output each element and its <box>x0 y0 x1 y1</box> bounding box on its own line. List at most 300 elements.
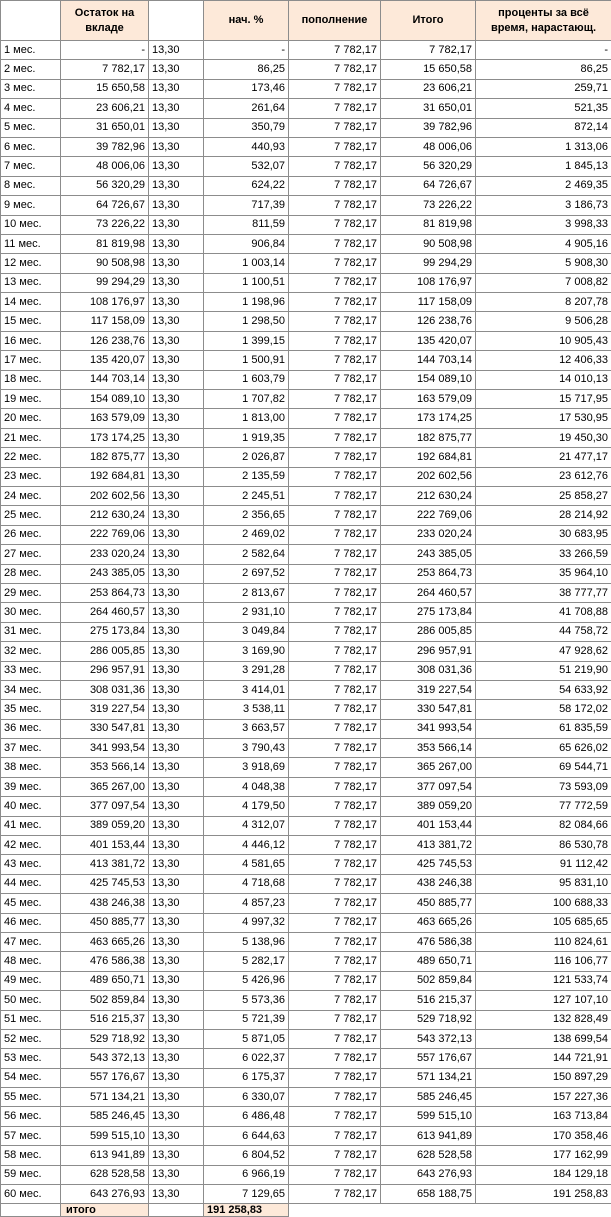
table-row <box>1 525 611 544</box>
cell-total: 108 176,97 <box>381 273 476 292</box>
cell-topup: 7 782,17 <box>289 157 381 176</box>
cell-month: 5 мес. <box>1 118 61 137</box>
total-empty-3 <box>476 1204 611 1217</box>
cell-rate: 13,30 <box>149 971 204 990</box>
cell-month: 55 мес. <box>1 1088 61 1107</box>
cell-interest: 624,22 <box>204 176 289 195</box>
cell-month: 58 мес. <box>1 1146 61 1165</box>
cell-cumulative: 5 908,30 <box>476 254 611 273</box>
cell-balance: 81 819,98 <box>61 234 149 253</box>
cell-month: 20 мес. <box>1 409 61 428</box>
cell-cumulative: 1 313,06 <box>476 137 611 156</box>
table-row <box>1 913 611 932</box>
cell-cumulative: 21 477,17 <box>476 448 611 467</box>
cell-total: 529 718,92 <box>381 1010 476 1029</box>
cell-interest: 3 169,90 <box>204 642 289 661</box>
cell-rate: 13,30 <box>149 777 204 796</box>
cell-cumulative: 23 612,76 <box>476 467 611 486</box>
cell-cumulative: 73 593,09 <box>476 777 611 796</box>
cell-total: 296 957,91 <box>381 642 476 661</box>
cell-topup: 7 782,17 <box>289 234 381 253</box>
cell-month: 56 мес. <box>1 1107 61 1126</box>
cell-topup: 7 782,17 <box>289 448 381 467</box>
cell-cumulative: 3 998,33 <box>476 215 611 234</box>
table-row <box>1 603 611 622</box>
cell-total: 643 276,93 <box>381 1165 476 1184</box>
total-interest-value: 191 258,83 <box>204 1204 289 1217</box>
cell-month: 30 мес. <box>1 603 61 622</box>
cell-total: 319 227,54 <box>381 680 476 699</box>
cell-interest: 4 312,07 <box>204 816 289 835</box>
cell-balance: 154 089,10 <box>61 390 149 409</box>
cell-month: 11 мес. <box>1 234 61 253</box>
cell-interest: 5 573,36 <box>204 991 289 1010</box>
cell-topup: 7 782,17 <box>289 1107 381 1126</box>
cell-interest: 811,59 <box>204 215 289 234</box>
cell-rate: 13,30 <box>149 545 204 564</box>
cell-rate: 13,30 <box>149 1185 204 1204</box>
table-row <box>1 874 611 893</box>
cell-interest: 5 426,96 <box>204 971 289 990</box>
cell-cumulative: 177 162,99 <box>476 1146 611 1165</box>
cell-topup: 7 782,17 <box>289 1146 381 1165</box>
cell-topup: 7 782,17 <box>289 1029 381 1048</box>
cell-balance: 571 134,21 <box>61 1088 149 1107</box>
table-row <box>1 1049 611 1068</box>
cell-balance: 557 176,67 <box>61 1068 149 1087</box>
cell-balance: 543 372,13 <box>61 1049 149 1068</box>
cell-total: 450 885,77 <box>381 894 476 913</box>
cell-month: 45 мес. <box>1 894 61 913</box>
cell-interest: 4 718,68 <box>204 874 289 893</box>
cell-topup: 7 782,17 <box>289 816 381 835</box>
cell-rate: 13,30 <box>149 583 204 602</box>
cell-balance: 73 226,22 <box>61 215 149 234</box>
cell-interest: 440,93 <box>204 137 289 156</box>
cell-cumulative: 30 683,95 <box>476 525 611 544</box>
cell-cumulative: 191 258,83 <box>476 1185 611 1204</box>
cell-balance: 173 174,25 <box>61 428 149 447</box>
cell-interest: 6 804,52 <box>204 1146 289 1165</box>
cell-cumulative: 17 530,95 <box>476 409 611 428</box>
cell-balance: 90 508,98 <box>61 254 149 273</box>
cell-month: 51 мес. <box>1 1010 61 1029</box>
cell-total: 585 246,45 <box>381 1088 476 1107</box>
table-row <box>1 622 611 641</box>
cell-topup: 7 782,17 <box>289 370 381 389</box>
cell-balance: 413 381,72 <box>61 855 149 874</box>
table-row <box>1 254 611 273</box>
cell-interest: 5 721,39 <box>204 1010 289 1029</box>
cell-rate: 13,30 <box>149 525 204 544</box>
cell-rate: 13,30 <box>149 215 204 234</box>
cell-topup: 7 782,17 <box>289 79 381 98</box>
cell-rate: 13,30 <box>149 273 204 292</box>
cell-balance: 377 097,54 <box>61 797 149 816</box>
cell-balance: 365 267,00 <box>61 777 149 796</box>
cell-rate: 13,30 <box>149 1165 204 1184</box>
cell-interest: 532,07 <box>204 157 289 176</box>
cell-month: 37 мес. <box>1 739 61 758</box>
cell-balance: 163 579,09 <box>61 409 149 428</box>
cell-total: 330 547,81 <box>381 700 476 719</box>
cell-total: 599 515,10 <box>381 1107 476 1126</box>
table-row <box>1 1126 611 1145</box>
cell-interest: 1 500,91 <box>204 351 289 370</box>
table-row <box>1 1068 611 1087</box>
cell-topup: 7 782,17 <box>289 312 381 331</box>
cell-balance: 212 630,24 <box>61 506 149 525</box>
cell-cumulative: 132 828,49 <box>476 1010 611 1029</box>
cell-topup: 7 782,17 <box>289 564 381 583</box>
cell-rate: 13,30 <box>149 157 204 176</box>
cell-month: 23 мес. <box>1 467 61 486</box>
cell-total: 15 650,58 <box>381 60 476 79</box>
table-row <box>1 448 611 467</box>
cell-month: 8 мес. <box>1 176 61 195</box>
cell-cumulative: 19 450,30 <box>476 428 611 447</box>
cell-month: 1 мес. <box>1 41 61 60</box>
total-blank-rate <box>149 1204 204 1217</box>
cell-total: 401 153,44 <box>381 816 476 835</box>
cell-topup: 7 782,17 <box>289 1068 381 1087</box>
cell-balance: 135 420,07 <box>61 351 149 370</box>
cell-total: 90 508,98 <box>381 234 476 253</box>
cell-rate: 13,30 <box>149 719 204 738</box>
cell-month: 48 мес. <box>1 952 61 971</box>
header-total: Итого <box>381 1 476 41</box>
table-row <box>1 855 611 874</box>
cell-cumulative: 872,14 <box>476 118 611 137</box>
cell-rate: 13,30 <box>149 293 204 312</box>
cell-month: 31 мес. <box>1 622 61 641</box>
cell-rate: 13,30 <box>149 1107 204 1126</box>
cell-rate: 13,30 <box>149 932 204 951</box>
cell-rate: 13,30 <box>149 351 204 370</box>
cell-rate: 13,30 <box>149 816 204 835</box>
cell-cumulative: 35 964,10 <box>476 564 611 583</box>
cell-total: 64 726,67 <box>381 176 476 195</box>
cell-balance: - <box>61 41 149 60</box>
cell-month: 49 мес. <box>1 971 61 990</box>
cell-interest: 717,39 <box>204 196 289 215</box>
cell-balance: 192 684,81 <box>61 467 149 486</box>
cell-topup: 7 782,17 <box>289 428 381 447</box>
table-body <box>1 41 611 1204</box>
cell-rate: 13,30 <box>149 642 204 661</box>
table-row <box>1 661 611 680</box>
cell-total: 212 630,24 <box>381 486 476 505</box>
cell-topup: 7 782,17 <box>289 758 381 777</box>
cell-total: 308 031,36 <box>381 661 476 680</box>
cell-month: 4 мес. <box>1 99 61 118</box>
cell-topup: 7 782,17 <box>289 293 381 312</box>
table-row <box>1 215 611 234</box>
cell-balance: 182 875,77 <box>61 448 149 467</box>
cell-interest: 350,79 <box>204 118 289 137</box>
cell-month: 52 мес. <box>1 1029 61 1048</box>
cell-total: 543 372,13 <box>381 1029 476 1048</box>
cell-topup: 7 782,17 <box>289 680 381 699</box>
cell-month: 41 мес. <box>1 816 61 835</box>
cell-topup: 7 782,17 <box>289 254 381 273</box>
table-row <box>1 1185 611 1204</box>
header-cumulative: проценты за всё время, нарастающ. <box>476 1 611 41</box>
cell-month: 19 мес. <box>1 390 61 409</box>
cell-interest: 7 129,65 <box>204 1185 289 1204</box>
cell-interest: 261,64 <box>204 99 289 118</box>
cell-interest: 4 446,12 <box>204 836 289 855</box>
cell-balance: 99 294,29 <box>61 273 149 292</box>
cell-topup: 7 782,17 <box>289 331 381 350</box>
cell-balance: 529 718,92 <box>61 1029 149 1048</box>
cell-topup: 7 782,17 <box>289 351 381 370</box>
table-row <box>1 273 611 292</box>
cell-total: 571 134,21 <box>381 1068 476 1087</box>
cell-interest: 3 291,28 <box>204 661 289 680</box>
table-row <box>1 952 611 971</box>
cell-interest: 2 356,65 <box>204 506 289 525</box>
cell-topup: 7 782,17 <box>289 603 381 622</box>
cell-balance: 330 547,81 <box>61 719 149 738</box>
table-row <box>1 758 611 777</box>
cell-total: 516 215,37 <box>381 991 476 1010</box>
cell-total: 73 226,22 <box>381 196 476 215</box>
cell-month: 60 мес. <box>1 1185 61 1204</box>
cell-interest: 3 414,01 <box>204 680 289 699</box>
cell-rate: 13,30 <box>149 836 204 855</box>
cell-cumulative: 521,35 <box>476 99 611 118</box>
cell-balance: 599 515,10 <box>61 1126 149 1145</box>
cell-cumulative: 110 824,61 <box>476 932 611 951</box>
cell-balance: 463 665,26 <box>61 932 149 951</box>
cell-balance: 643 276,93 <box>61 1185 149 1204</box>
cell-topup: 7 782,17 <box>289 971 381 990</box>
cell-interest: 5 871,05 <box>204 1029 289 1048</box>
cell-month: 35 мес. <box>1 700 61 719</box>
cell-balance: 275 173,84 <box>61 622 149 641</box>
cell-total: 628 528,58 <box>381 1146 476 1165</box>
cell-balance: 489 650,71 <box>61 971 149 990</box>
cell-topup: 7 782,17 <box>289 176 381 195</box>
cell-cumulative: 259,71 <box>476 79 611 98</box>
cell-total: 56 320,29 <box>381 157 476 176</box>
cell-balance: 353 566,14 <box>61 758 149 777</box>
table-row <box>1 777 611 796</box>
cell-rate: 13,30 <box>149 758 204 777</box>
table-row <box>1 1146 611 1165</box>
cell-cumulative: 14 010,13 <box>476 370 611 389</box>
cell-total: 341 993,54 <box>381 719 476 738</box>
table-row <box>1 719 611 738</box>
cell-rate: 13,30 <box>149 564 204 583</box>
cell-total: 182 875,77 <box>381 428 476 447</box>
cell-balance: 39 782,96 <box>61 137 149 156</box>
cell-cumulative: 15 717,95 <box>476 390 611 409</box>
cell-interest: 4 857,23 <box>204 894 289 913</box>
cell-interest: 2 469,02 <box>204 525 289 544</box>
cell-rate: 13,30 <box>149 60 204 79</box>
cell-total: 286 005,85 <box>381 622 476 641</box>
cell-cumulative: 77 772,59 <box>476 797 611 816</box>
cell-topup: 7 782,17 <box>289 622 381 641</box>
cell-balance: 613 941,89 <box>61 1146 149 1165</box>
cell-month: 10 мес. <box>1 215 61 234</box>
table-row <box>1 467 611 486</box>
cell-cumulative: 33 266,59 <box>476 545 611 564</box>
table-row <box>1 312 611 331</box>
cell-cumulative: 61 835,59 <box>476 719 611 738</box>
cell-topup: 7 782,17 <box>289 137 381 156</box>
table-row <box>1 486 611 505</box>
cell-month: 6 мес. <box>1 137 61 156</box>
cell-interest: 6 966,19 <box>204 1165 289 1184</box>
cell-balance: 308 031,36 <box>61 680 149 699</box>
cell-rate: 13,30 <box>149 506 204 525</box>
cell-month: 21 мес. <box>1 428 61 447</box>
cell-total: 389 059,20 <box>381 797 476 816</box>
table-row <box>1 506 611 525</box>
cell-interest: 1 100,51 <box>204 273 289 292</box>
cell-rate: 13,30 <box>149 894 204 913</box>
table-row <box>1 409 611 428</box>
table-row <box>1 680 611 699</box>
table-row <box>1 1029 611 1048</box>
cell-total: 463 665,26 <box>381 913 476 932</box>
cell-interest: 1 298,50 <box>204 312 289 331</box>
cell-topup: 7 782,17 <box>289 777 381 796</box>
cell-rate: 13,30 <box>149 370 204 389</box>
cell-cumulative: 47 928,62 <box>476 642 611 661</box>
cell-topup: 7 782,17 <box>289 1010 381 1029</box>
cell-balance: 401 153,44 <box>61 836 149 855</box>
cell-balance: 438 246,38 <box>61 894 149 913</box>
cell-rate: 13,30 <box>149 409 204 428</box>
table-row <box>1 545 611 564</box>
cell-total: 613 941,89 <box>381 1126 476 1145</box>
cell-rate: 13,30 <box>149 312 204 331</box>
table-row <box>1 700 611 719</box>
cell-topup: 7 782,17 <box>289 700 381 719</box>
cell-cumulative: 2 469,35 <box>476 176 611 195</box>
cell-balance: 126 238,76 <box>61 331 149 350</box>
cell-interest: 3 663,57 <box>204 719 289 738</box>
cell-rate: 13,30 <box>149 176 204 195</box>
cell-rate: 13,30 <box>149 913 204 932</box>
cell-balance: 286 005,85 <box>61 642 149 661</box>
cell-balance: 23 606,21 <box>61 99 149 118</box>
cell-rate: 13,30 <box>149 41 204 60</box>
cell-balance: 233 020,24 <box>61 545 149 564</box>
cell-interest: 1 603,79 <box>204 370 289 389</box>
cell-topup: 7 782,17 <box>289 1185 381 1204</box>
cell-rate: 13,30 <box>149 1010 204 1029</box>
cell-month: 36 мес. <box>1 719 61 738</box>
cell-rate: 13,30 <box>149 1049 204 1068</box>
cell-month: 44 мес. <box>1 874 61 893</box>
cell-topup: 7 782,17 <box>289 932 381 951</box>
cell-total: 31 650,01 <box>381 99 476 118</box>
cell-interest: 1 399,15 <box>204 331 289 350</box>
cell-balance: 628 528,58 <box>61 1165 149 1184</box>
table-row <box>1 118 611 137</box>
cell-month: 42 мес. <box>1 836 61 855</box>
cell-cumulative: 25 858,27 <box>476 486 611 505</box>
cell-rate: 13,30 <box>149 234 204 253</box>
cell-topup: 7 782,17 <box>289 991 381 1010</box>
table-row <box>1 1107 611 1126</box>
cell-month: 17 мес. <box>1 351 61 370</box>
cell-topup: 7 782,17 <box>289 913 381 932</box>
table-row <box>1 137 611 156</box>
cell-cumulative: 65 626,02 <box>476 739 611 758</box>
header-interest: нач. % <box>204 1 289 41</box>
cell-interest: 906,84 <box>204 234 289 253</box>
cell-month: 13 мес. <box>1 273 61 292</box>
cell-total: 476 586,38 <box>381 932 476 951</box>
table-row <box>1 331 611 350</box>
cell-topup: 7 782,17 <box>289 661 381 680</box>
cell-topup: 7 782,17 <box>289 1165 381 1184</box>
cell-topup: 7 782,17 <box>289 99 381 118</box>
cell-balance: 341 993,54 <box>61 739 149 758</box>
cell-rate: 13,30 <box>149 855 204 874</box>
cell-cumulative: 41 708,88 <box>476 603 611 622</box>
total-blank-month <box>1 1204 61 1217</box>
cell-balance: 425 745,53 <box>61 874 149 893</box>
cell-balance: 108 176,97 <box>61 293 149 312</box>
cell-month: 14 мес. <box>1 293 61 312</box>
table-row <box>1 836 611 855</box>
cell-topup: 7 782,17 <box>289 642 381 661</box>
cell-topup: 7 782,17 <box>289 273 381 292</box>
cell-topup: 7 782,17 <box>289 855 381 874</box>
cell-balance: 117 158,09 <box>61 312 149 331</box>
cell-interest: 86,25 <box>204 60 289 79</box>
cell-topup: 7 782,17 <box>289 894 381 913</box>
cell-cumulative: 127 107,10 <box>476 991 611 1010</box>
cell-rate: 13,30 <box>149 486 204 505</box>
cell-total: 39 782,96 <box>381 118 476 137</box>
table-row <box>1 1088 611 1107</box>
cell-month: 34 мес. <box>1 680 61 699</box>
cell-cumulative: 1 845,13 <box>476 157 611 176</box>
cell-interest: 4 048,38 <box>204 777 289 796</box>
cell-rate: 13,30 <box>149 991 204 1010</box>
cell-balance: 253 864,73 <box>61 583 149 602</box>
total-label: итого <box>61 1204 149 1217</box>
cell-rate: 13,30 <box>149 428 204 447</box>
header-topup: пополнение <box>289 1 381 41</box>
total-empty-2 <box>381 1204 476 1217</box>
cell-cumulative: 12 406,33 <box>476 351 611 370</box>
cell-cumulative: 138 699,54 <box>476 1029 611 1048</box>
cell-topup: 7 782,17 <box>289 797 381 816</box>
cell-topup: 7 782,17 <box>289 719 381 738</box>
cell-month: 53 мес. <box>1 1049 61 1068</box>
header-rate <box>149 1 204 41</box>
cell-total: 126 238,76 <box>381 312 476 331</box>
cell-interest: 6 330,07 <box>204 1088 289 1107</box>
cell-total: 81 819,98 <box>381 215 476 234</box>
table-row <box>1 894 611 913</box>
cell-rate: 13,30 <box>149 448 204 467</box>
cell-topup: 7 782,17 <box>289 390 381 409</box>
cell-interest: 2 582,64 <box>204 545 289 564</box>
cell-balance: 56 320,29 <box>61 176 149 195</box>
table-row <box>1 816 611 835</box>
cell-total: 425 745,53 <box>381 855 476 874</box>
